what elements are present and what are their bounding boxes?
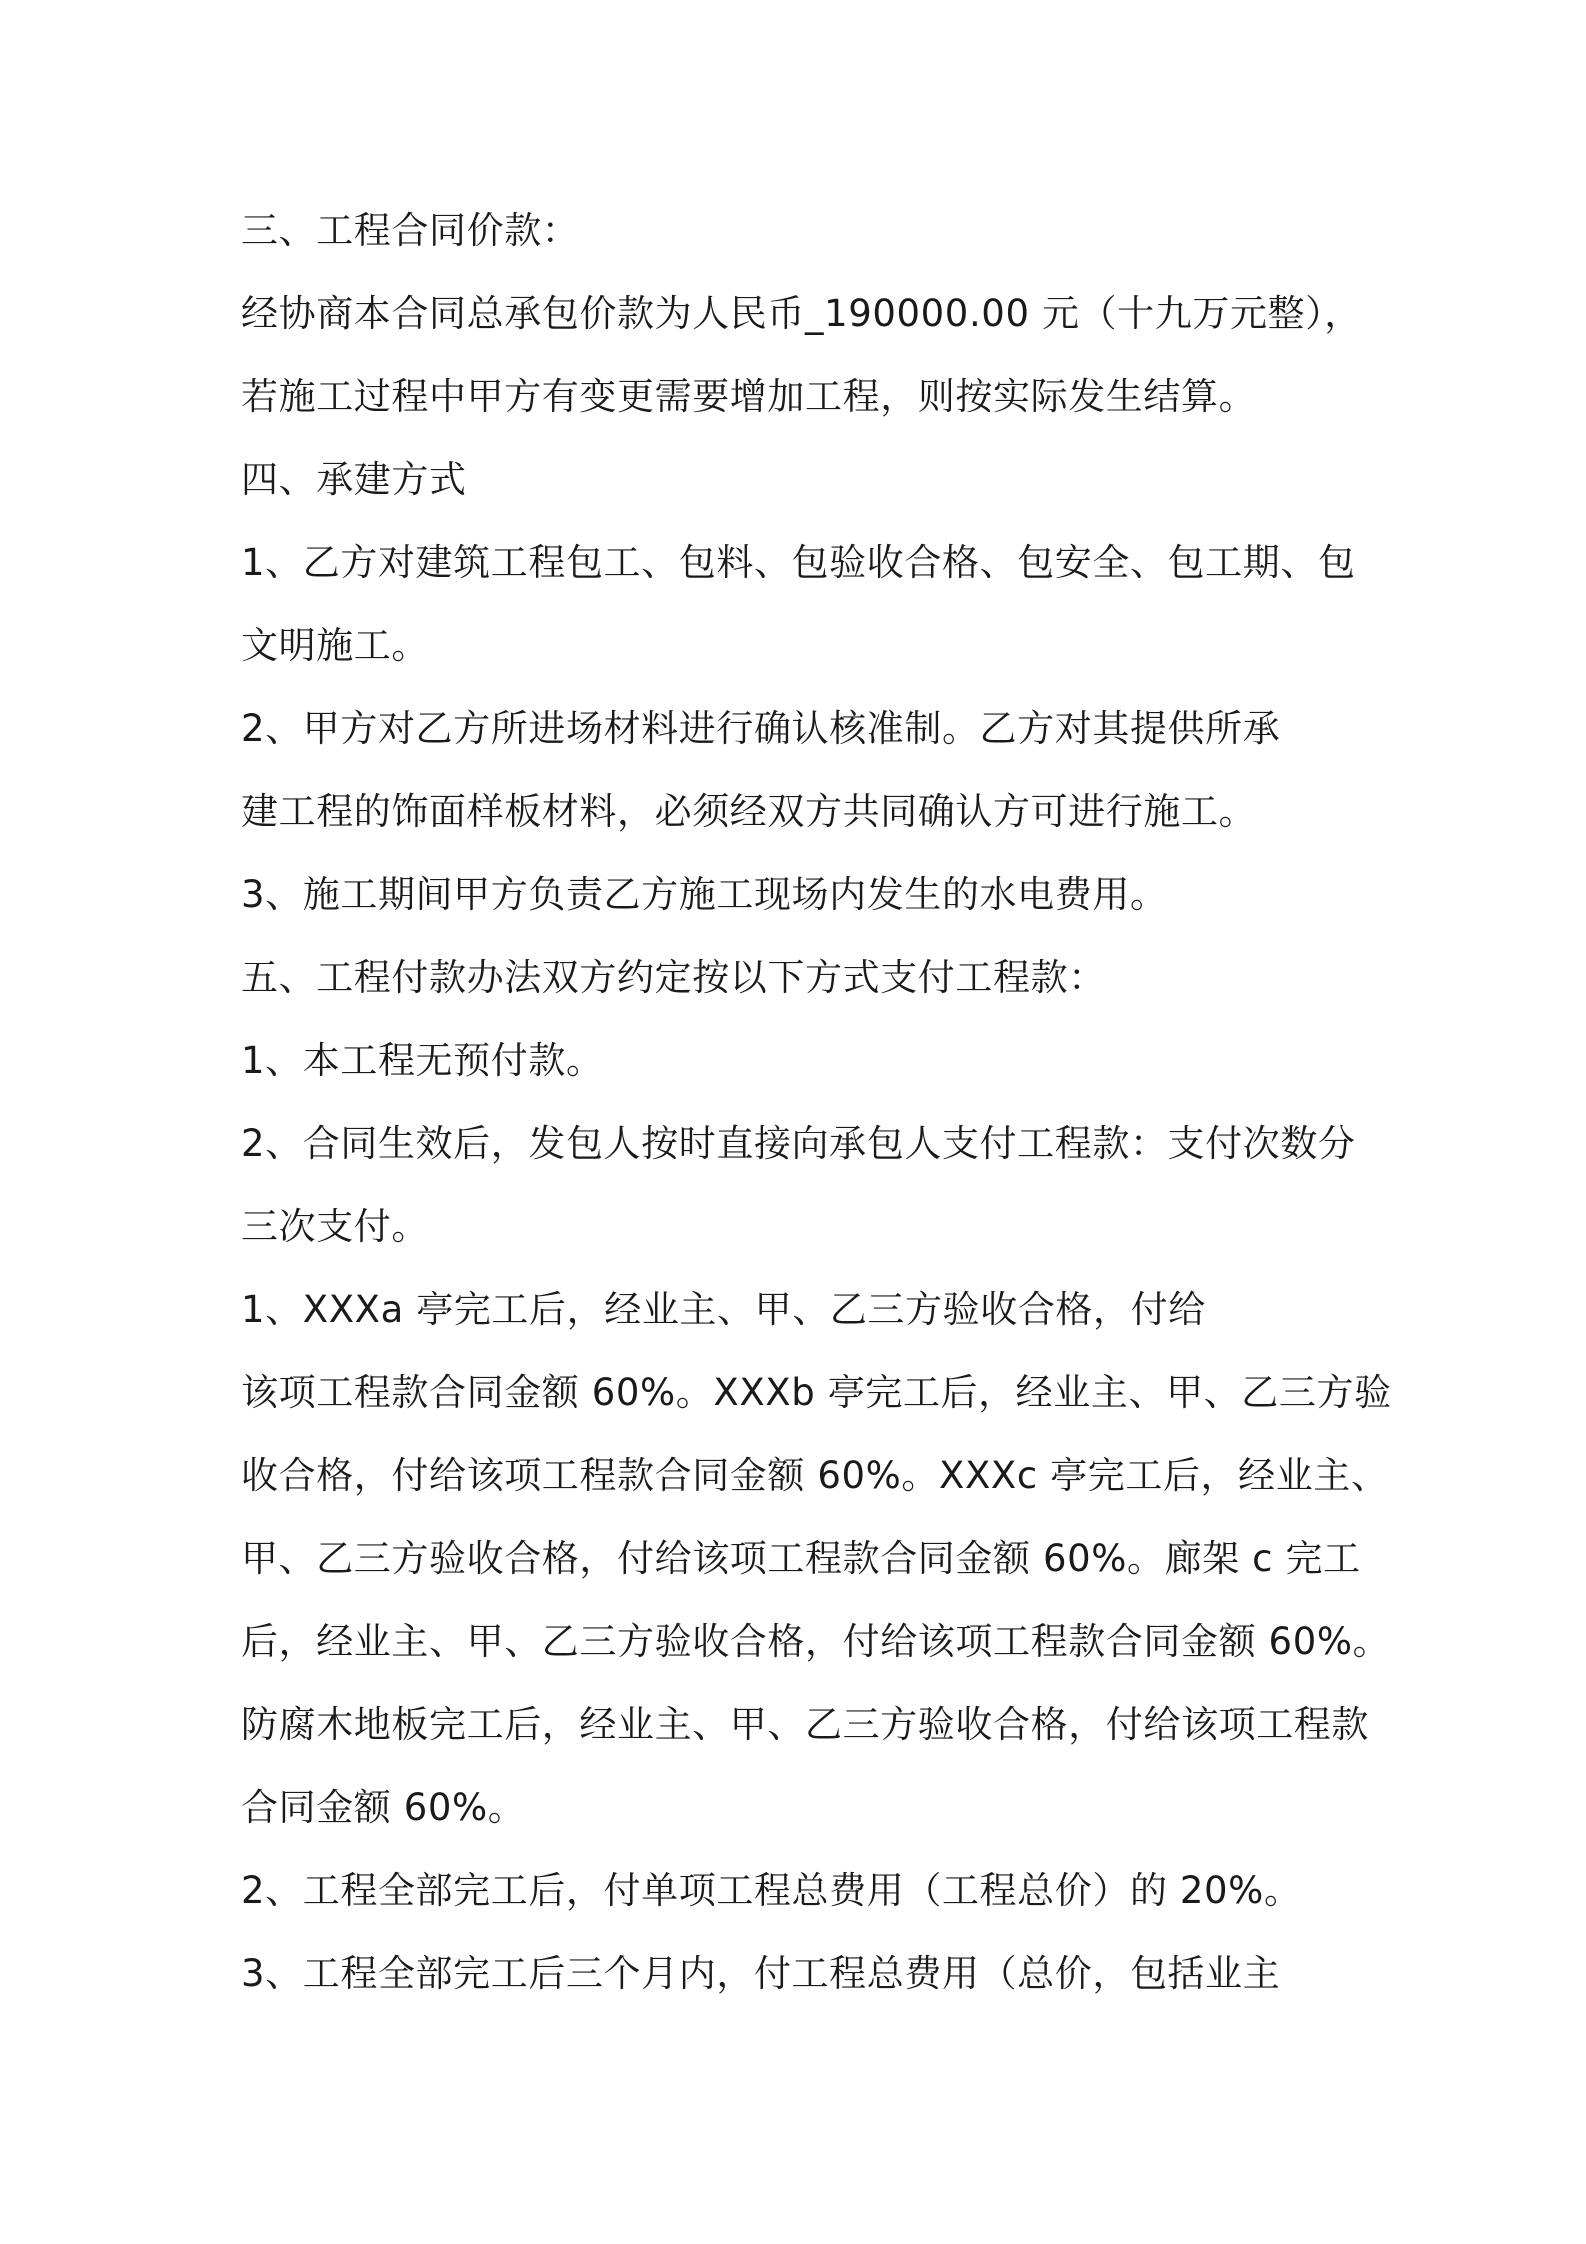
section-4-heading: 四、承建方式: [241, 458, 467, 501]
paragraph-line: 收合格，付给该项工程款合同金额 60%。XXXc 亭完工后，经业主、: [241, 1454, 1389, 1497]
paragraph-line: 后，经业主、甲、乙三方验收合格，付给该项工程款合同金额 60%。: [241, 1620, 1391, 1663]
paragraph-line: 该项工程款合同金额 60%。XXXb 亭完工后，经业主、甲、乙三方验: [241, 1371, 1392, 1414]
paragraph-line: 3、工程全部完工后三个月内，付工程总费用（总价，包括业主: [241, 1952, 1281, 1995]
paragraph-line: 甲、乙三方验收合格，付给该项工程款合同金额 60%。廊架 c 完工: [241, 1537, 1361, 1580]
paragraph-line: 合同金额 60%。: [241, 1786, 526, 1829]
paragraph-line: 2、工程全部完工后，付单项工程总费用（工程总价）的 20%。: [241, 1869, 1302, 1912]
paragraph-line: 3、施工期间甲方负责乙方施工现场内发生的水电费用。: [241, 873, 1168, 916]
paragraph-line: 文明施工。: [241, 624, 429, 667]
paragraph-line: 2、甲方对乙方所进场材料进行确认核准制。乙方对其提供所承: [241, 707, 1281, 750]
paragraph-line: 2、合同生效后，发包人按时直接向承包人支付工程款：支付次数分: [241, 1122, 1356, 1165]
paragraph-line: 1、乙方对建筑工程包工、包料、包验收合格、包安全、包工期、包: [241, 541, 1356, 584]
section-3-heading: 三、工程合同价款：: [241, 209, 580, 252]
paragraph-line: 1、XXXa 亭完工后，经业主、甲、乙三方验收合格，付给: [241, 1288, 1206, 1331]
section-5-heading: 五、工程付款办法双方约定按以下方式支付工程款：: [241, 956, 1106, 999]
paragraph-line: 若施工过程中甲方有变更需要增加工程，则按实际发生结算。: [241, 375, 1257, 418]
paragraph-line: 防腐木地板完工后，经业主、甲、乙三方验收合格，付给该项工程款: [241, 1703, 1369, 1746]
paragraph-line: 建工程的饰面样板材料，必须经双方共同确认方可进行施工。: [241, 790, 1257, 833]
paragraph-line: 三次支付。: [241, 1205, 429, 1248]
paragraph-line: 1、本工程无预付款。: [241, 1039, 604, 1082]
paragraph-line: 经协商本合同总承包价款为人民币_190000.00 元（十九万元整），: [241, 292, 1362, 335]
